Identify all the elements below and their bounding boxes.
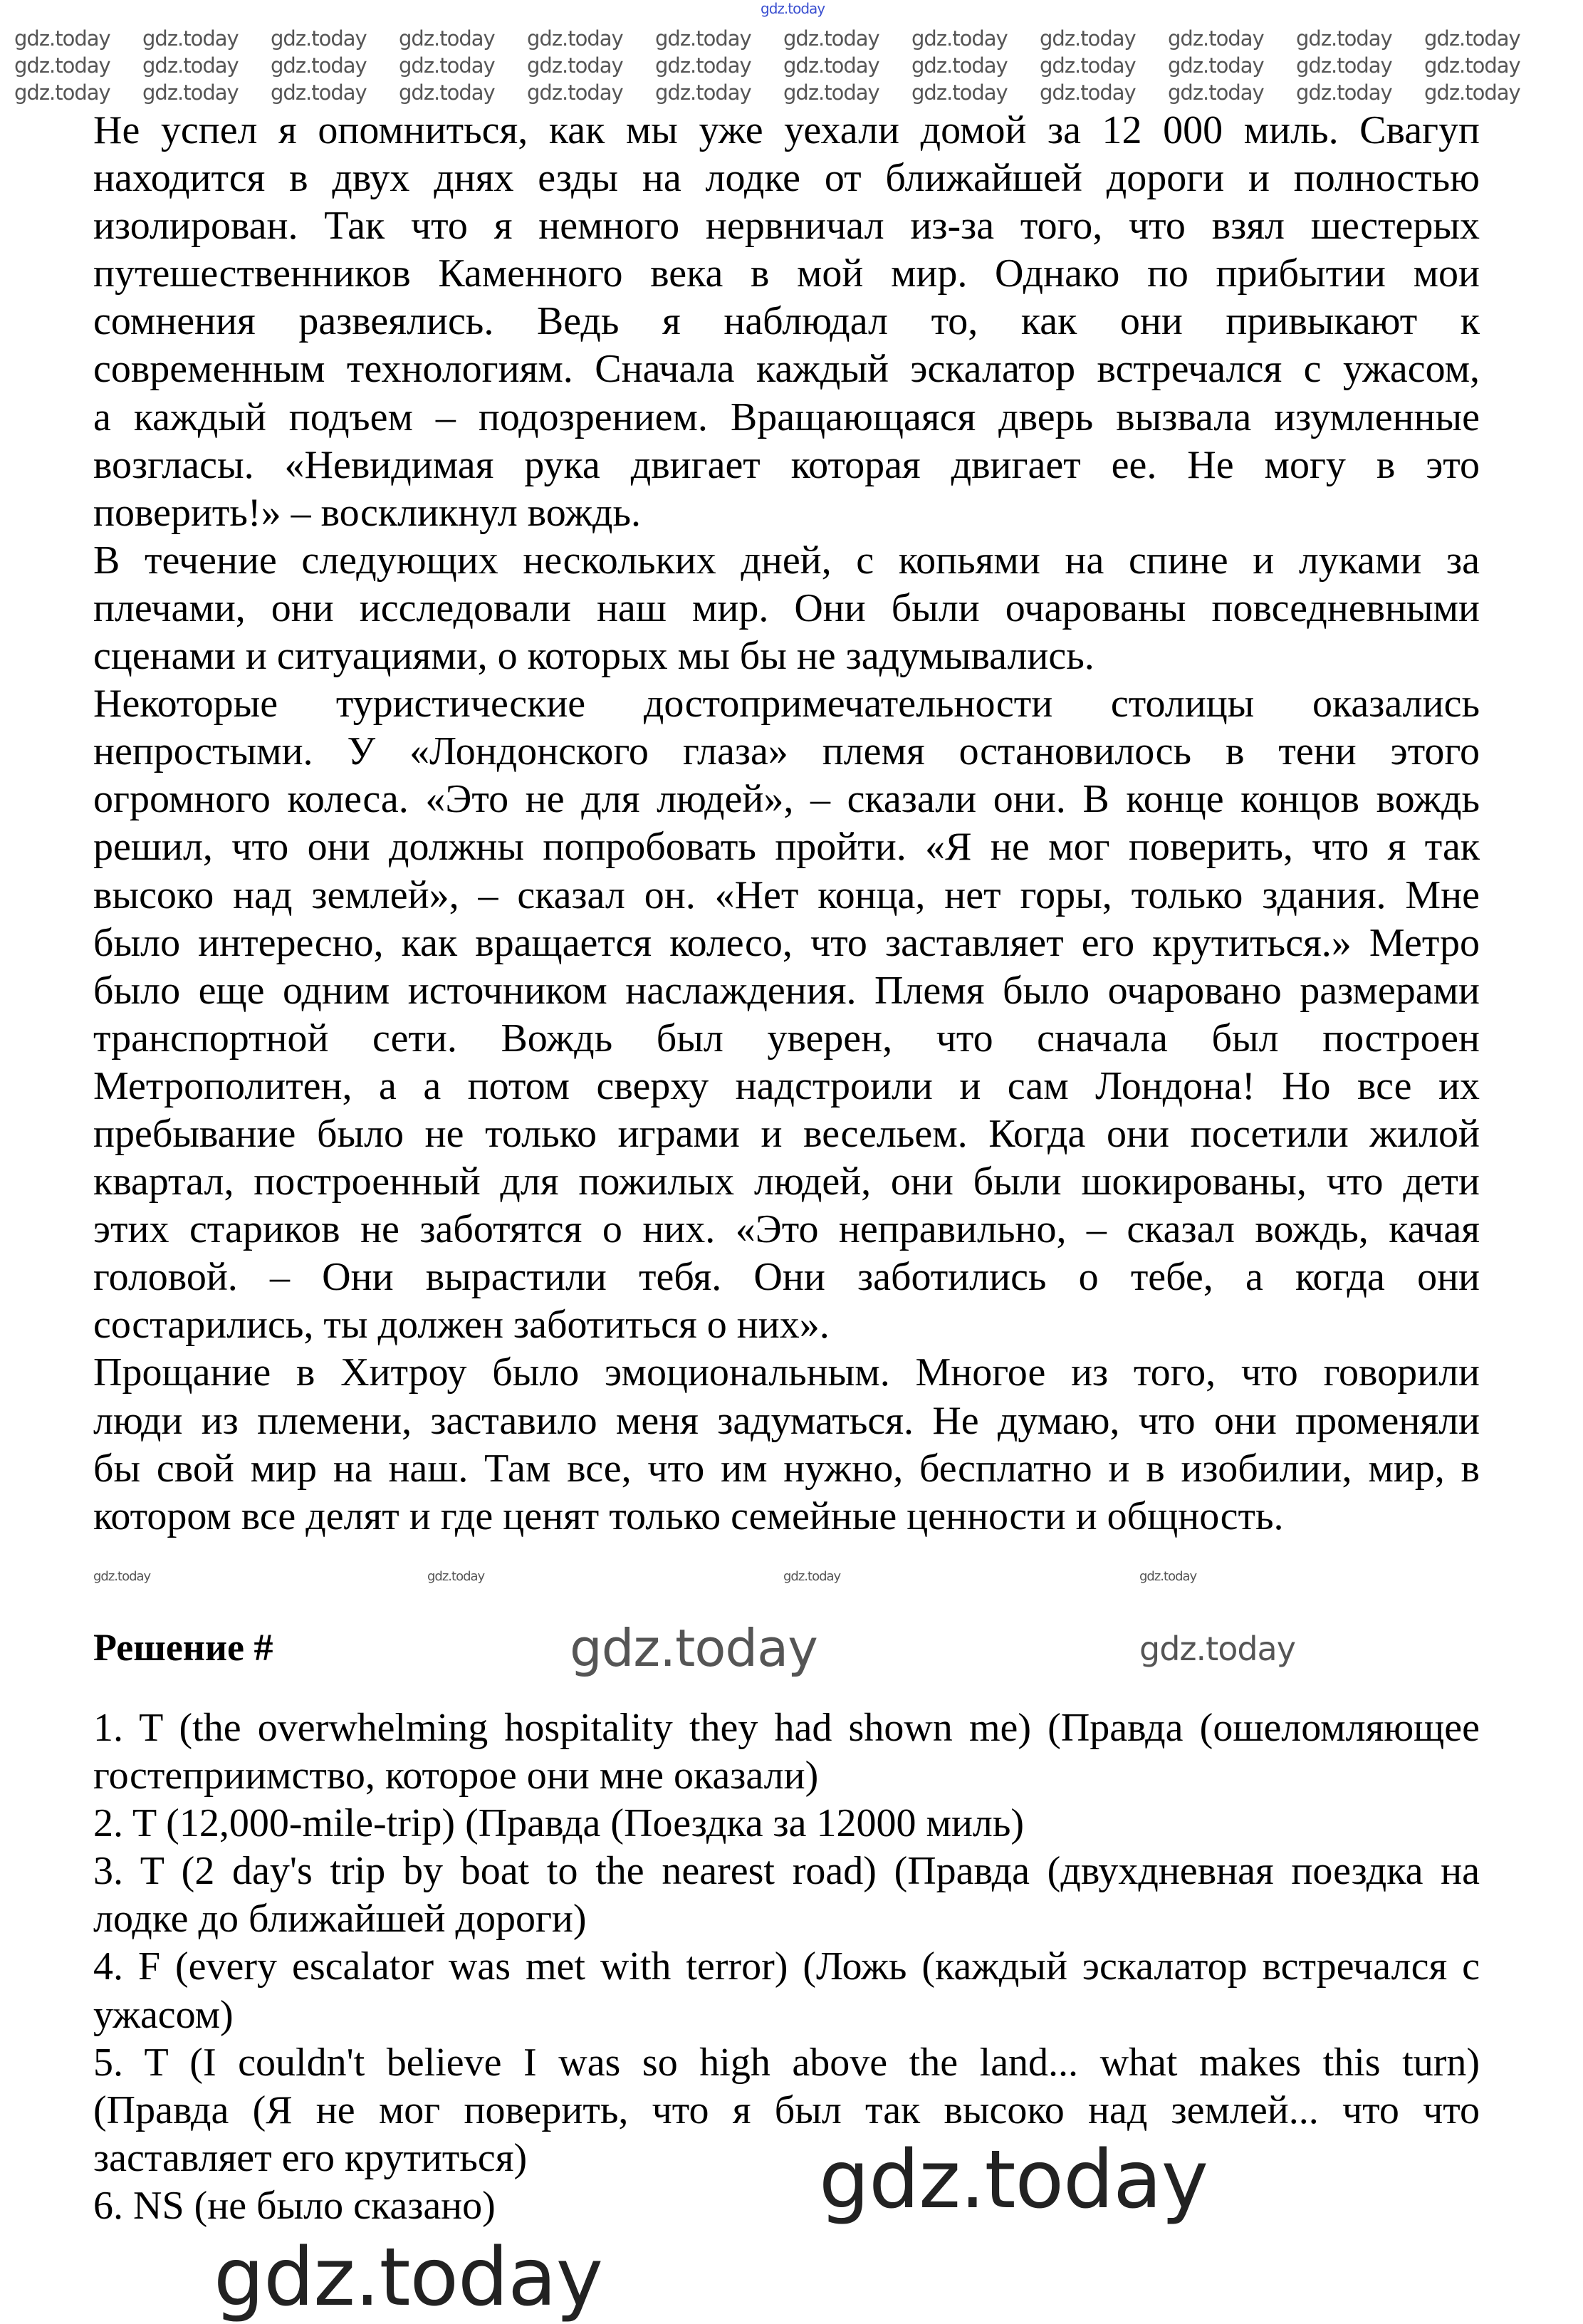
watermark: gdz.today	[655, 26, 751, 51]
watermark: gdz.today	[1168, 26, 1264, 51]
watermark: gdz.today	[14, 53, 110, 78]
watermark: gdz.today	[1424, 53, 1520, 78]
text-line: сценами и ситуациями, о которых мы бы не задумывались.	[93, 634, 1094, 679]
watermark: gdz.today	[1139, 1630, 1295, 1668]
watermark: gdz.today	[399, 80, 495, 105]
watermark-top: gdz.today	[761, 0, 825, 17]
text-line: 6. NS (не было сказано)	[93, 2183, 496, 2228]
watermark: gdz.today	[911, 53, 1008, 78]
watermark: gdz.today	[1296, 80, 1392, 105]
text-line: а каждый подъем – подозрением. Вращающаяся дверь вызвала изумленные	[93, 395, 1480, 439]
watermark: gdz.today	[911, 80, 1008, 105]
watermark: gdz.today	[783, 53, 879, 78]
paragraph	[93, 1349, 1480, 1540]
watermark: gdz.today	[1040, 53, 1136, 78]
text-line: заставляет его крутиться)	[93, 2135, 528, 2180]
watermark: gdz.today	[142, 80, 239, 105]
watermark: gdz.today	[399, 53, 495, 78]
watermark: gdz.today	[1040, 80, 1136, 105]
answer-item	[93, 1704, 1480, 1800]
text-line: решил, что они должны попробовать пройти. «Я не мог поверить, что я так	[93, 825, 1480, 870]
text-line: Некоторые туристические достопримечательности столицы оказались	[93, 682, 1480, 726]
text-line: котором все делят и где ценят только семейные ценности и общность.	[93, 1494, 1284, 1538]
watermark: gdz.today	[1296, 26, 1392, 51]
text-line: (Правда (Я не мог поверить, что я был так высоко над землей... что что	[93, 2088, 1480, 2132]
watermark: gdz.today	[1424, 80, 1520, 105]
text-line: плечами, они исследовали наш мир. Они были очарованы повседневными	[93, 585, 1480, 630]
watermark: gdz.today	[1424, 26, 1520, 51]
text-line: ужасом)	[93, 1992, 234, 2037]
text-line: было интересно, как вращается колесо, что заставляет его крутиться.» Метро	[93, 920, 1480, 965]
text-line: В течение следующих нескольких дней, с копьями на спине и луками за	[93, 538, 1480, 583]
watermark: gdz.today	[783, 1569, 841, 1584]
watermark-large: gdz.today	[214, 2231, 603, 2324]
watermark: gdz.today	[427, 1569, 485, 1584]
text-line: пребывание было не только играми и весельем. Когда они посетили жилой	[93, 1111, 1480, 1156]
text-line: высоко над землей», – сказал он. «Нет конца, нет горы, только здания. Мне	[93, 872, 1480, 917]
watermark: gdz.today	[783, 80, 879, 105]
answer-item	[93, 1800, 1480, 1848]
answer-item	[93, 2182, 1480, 2230]
watermark: gdz.today	[527, 53, 623, 78]
text-line: сомнения развеялись. Ведь я наблюдал то, как они привыкают к	[93, 299, 1480, 344]
answer-list	[93, 1704, 1480, 2230]
text-line: было еще одним источником наслаждения. Племя было очаровано размерами	[93, 968, 1480, 1013]
watermark: gdz.today	[570, 1618, 817, 1678]
paragraph	[93, 537, 1480, 680]
watermark: gdz.today	[1040, 26, 1136, 51]
watermark: gdz.today	[783, 26, 879, 51]
watermark: gdz.today	[93, 1569, 151, 1584]
answer-item	[93, 1943, 1480, 2038]
story-text	[93, 107, 1480, 1541]
text-line: лодке до ближайшей дороги)	[93, 1897, 587, 1942]
text-line: возгласы. «Невидимая рука двигает которая двигает ее. Не могу в это	[93, 442, 1480, 487]
watermark: gdz.today	[911, 26, 1008, 51]
text-line: непростыми. У «Лондонского глаза» племя остановилось в тени этого	[93, 729, 1480, 774]
solution-heading: Решение #	[93, 1626, 273, 1669]
text-line: 4. F (every escalator was met with terror) (Ложь (каждый эскалатор встречался с	[93, 1944, 1480, 1989]
watermark: gdz.today	[655, 53, 751, 78]
text-line: современным технологиям. Сначала каждый эскалатор встречался с ужасом,	[93, 347, 1480, 392]
paragraph	[93, 107, 1480, 537]
watermark: gdz.today	[142, 53, 239, 78]
text-line: транспортной сети. Вождь был уверен, что сначала был построен	[93, 1016, 1480, 1061]
text-line: огромного колеса. «Это не для людей», – сказали они. В конце концов вождь	[93, 777, 1480, 822]
text-line: Не успел я опомниться, как мы уже уехали домой за 12 000 миль. Свагуп	[93, 108, 1480, 152]
text-line: этих стариков не заботятся о них. «Это неправильно, – сказал вождь, качая	[93, 1207, 1480, 1252]
text-line: 5. T (I couldn't believe I was so high above the land... what makes this turn)	[93, 2040, 1480, 2085]
watermark: gdz.today	[527, 80, 623, 105]
text-line: бы свой мир на наш. Там все, что им нужно, бесплатно и в изобилии, мир, в	[93, 1446, 1480, 1491]
text-line: 3. T (2 day's trip by boat to the nearest road) (Правда (двухдневная поездка на	[93, 1849, 1480, 1894]
text-line: гостеприимство, которое они мне оказали)	[93, 1754, 819, 1798]
paragraph	[93, 680, 1480, 1349]
text-line: люди из племени, заставило меня задуматься. Не думаю, что они променяли	[93, 1398, 1480, 1443]
watermark: gdz.today	[399, 26, 495, 51]
text-line: 2. T (12,000-mile-trip) (Правда (Поездка за 12000 миль)	[93, 1801, 1025, 1846]
text-line: состарились, ты должен заботиться о них».	[93, 1303, 830, 1348]
watermark: gdz.today	[271, 26, 367, 51]
watermark: gdz.today	[14, 80, 110, 105]
text-line: находится в двух днях езды на лодке от ближайшей дороги и полностью	[93, 156, 1480, 201]
watermark: gdz.today	[1168, 80, 1264, 105]
text-line: головой. – Они вырастили тебя. Они заботились о тебе, а когда они	[93, 1255, 1480, 1300]
watermark: gdz.today	[14, 26, 110, 51]
text-line: путешественников Каменного века в мой мир. Однако по прибытии мои	[93, 251, 1480, 296]
text-line: Метрополитен, а а потом сверху надстроили и сам Лондона! Но все их	[93, 1063, 1480, 1108]
text-line: квартал, построенный для пожилых людей, они были шокированы, что дети	[93, 1160, 1480, 1204]
watermark: gdz.today	[1168, 53, 1264, 78]
watermark: gdz.today	[271, 80, 367, 105]
text-line: 1. T (the overwhelming hospitality they had shown me) (Правда (ошеломляющее	[93, 1706, 1480, 1750]
text-line: Прощание в Хитроу было эмоциональным. Многое из того, что говорили	[93, 1350, 1480, 1395]
watermark: gdz.today	[655, 80, 751, 105]
watermark-large: gdz.today	[819, 2134, 1208, 2226]
watermark: gdz.today	[1296, 53, 1392, 78]
answer-item	[93, 1848, 1480, 1943]
answer-item	[93, 2039, 1480, 2182]
watermark: gdz.today	[271, 53, 367, 78]
text-line: поверить!» – воскликнул вождь.	[93, 490, 642, 535]
text-line: изолирован. Так что я немного нервничал из-за того, что взял шестерых	[93, 204, 1480, 249]
watermark: gdz.today	[142, 26, 239, 51]
watermark: gdz.today	[1139, 1569, 1197, 1584]
watermark: gdz.today	[527, 26, 623, 51]
